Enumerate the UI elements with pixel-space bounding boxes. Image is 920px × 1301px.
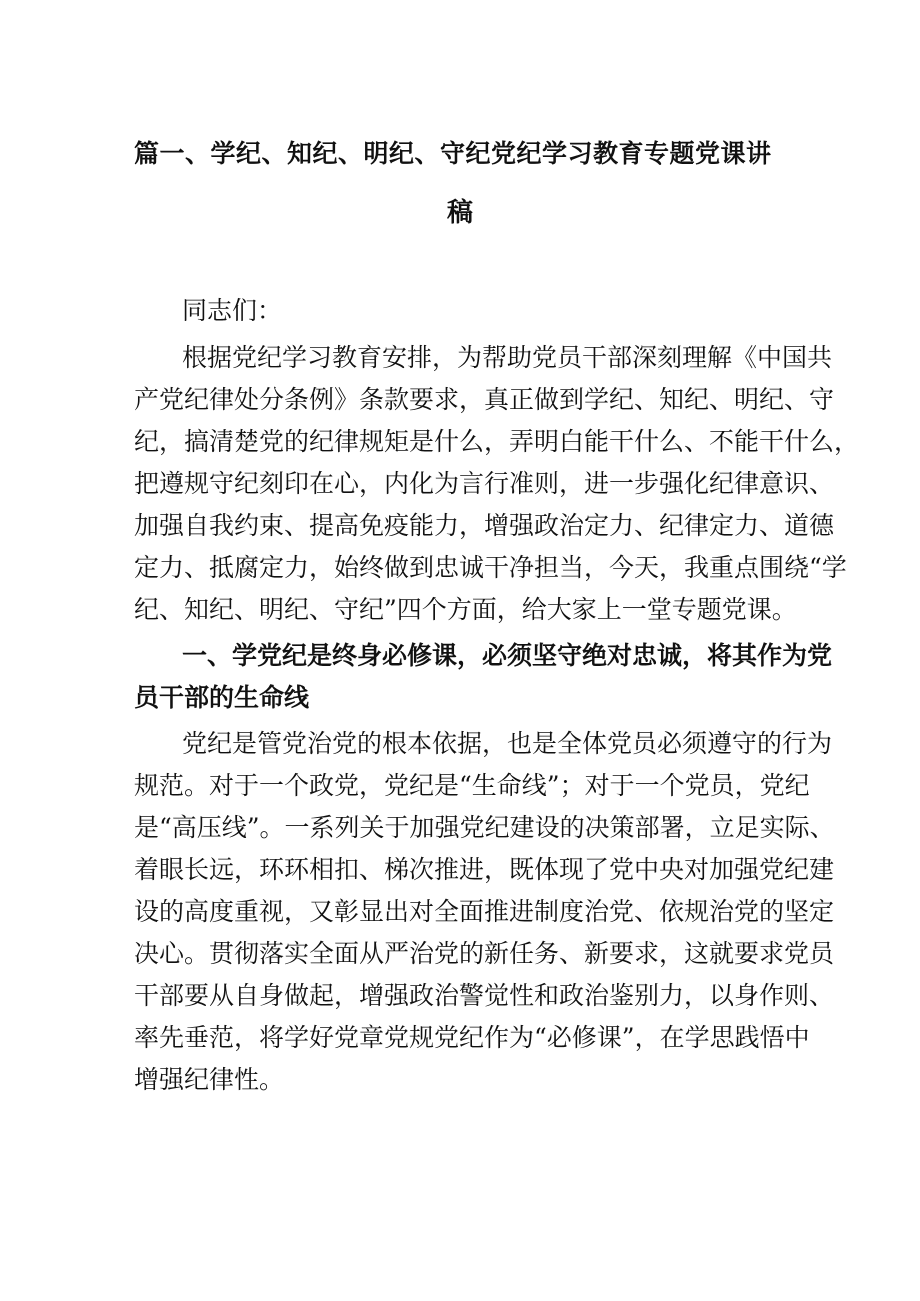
paragraph-line: 加强自我约束、提高免疫能力，增强政治定力、纪律定力、道德 xyxy=(134,511,835,540)
paragraph-line: 把遵规守纪刻印在心，内化为言行准则，进一步强化纪律意识、 xyxy=(134,469,835,498)
paragraph-line: 决心。贯彻落实全面从严治党的新任务、新要求，这就要求党员 xyxy=(134,939,835,968)
paragraph-line: 干部要从自身做起，增强政治警觉性和政治鉴别力，以身作则、 xyxy=(134,981,835,1010)
section-heading-1 xyxy=(134,635,833,719)
document-title-line-2: 稿 xyxy=(446,198,473,228)
paragraph-line: 根据党纪学习教育安排，为帮助党员干部深刻理解《中国共 xyxy=(182,343,833,372)
paragraph-line: 产党纪律处分条例》条款要求，真正做到学纪、知纪、明纪、守 xyxy=(134,385,835,414)
paragraph-line: 纪，搞清楚党的纪律规矩是什么，弄明白能干什么、不能干什么， xyxy=(134,427,860,456)
paragraph-line: 率先垂范，将学好党章党规党纪作为“必修课”，在学思践悟中 xyxy=(134,1023,810,1052)
paragraph-line: 纪、知纪、明纪、守纪”四个方面，给大家上一堂专题党课。 xyxy=(134,595,797,624)
paragraph-intro xyxy=(134,337,860,631)
paragraph-line: 定力、抵腐定力，始终做到忠诚干净担当，今天，我重点围绕“学 xyxy=(134,553,847,582)
paragraph-line: 增强纪律性。 xyxy=(134,1065,285,1094)
paragraph-line: 是“高压线”。一系列关于加强党纪建设的决策部署，立足实际、 xyxy=(134,813,835,842)
paragraph-section-1 xyxy=(134,723,835,1101)
document-title-line-1: 篇一、学纪、知纪、明纪、守纪党纪学习教育专题党课讲 xyxy=(134,139,772,168)
paragraph-line: 规范。对于一个政党，党纪是“生命线”；对于一个党员，党纪 xyxy=(134,771,810,800)
paragraph-line: 设的高度重视，又彰显出对全面推进制度治党、依规治党的坚定 xyxy=(134,897,835,926)
paragraph-line: 着眼长远，环环相扣、梯次推进，既体现了党中央对加强党纪建 xyxy=(134,855,835,884)
heading-line: 一、学党纪是终身必修课，必须坚守绝对忠诚，将其作为党 xyxy=(182,641,833,670)
paragraph-line: 党纪是管党治党的根本依据，也是全体党员必须遵守的行为 xyxy=(182,729,833,758)
heading-line: 员干部的生命线 xyxy=(134,683,310,712)
greeting: 同志们： xyxy=(182,296,283,325)
